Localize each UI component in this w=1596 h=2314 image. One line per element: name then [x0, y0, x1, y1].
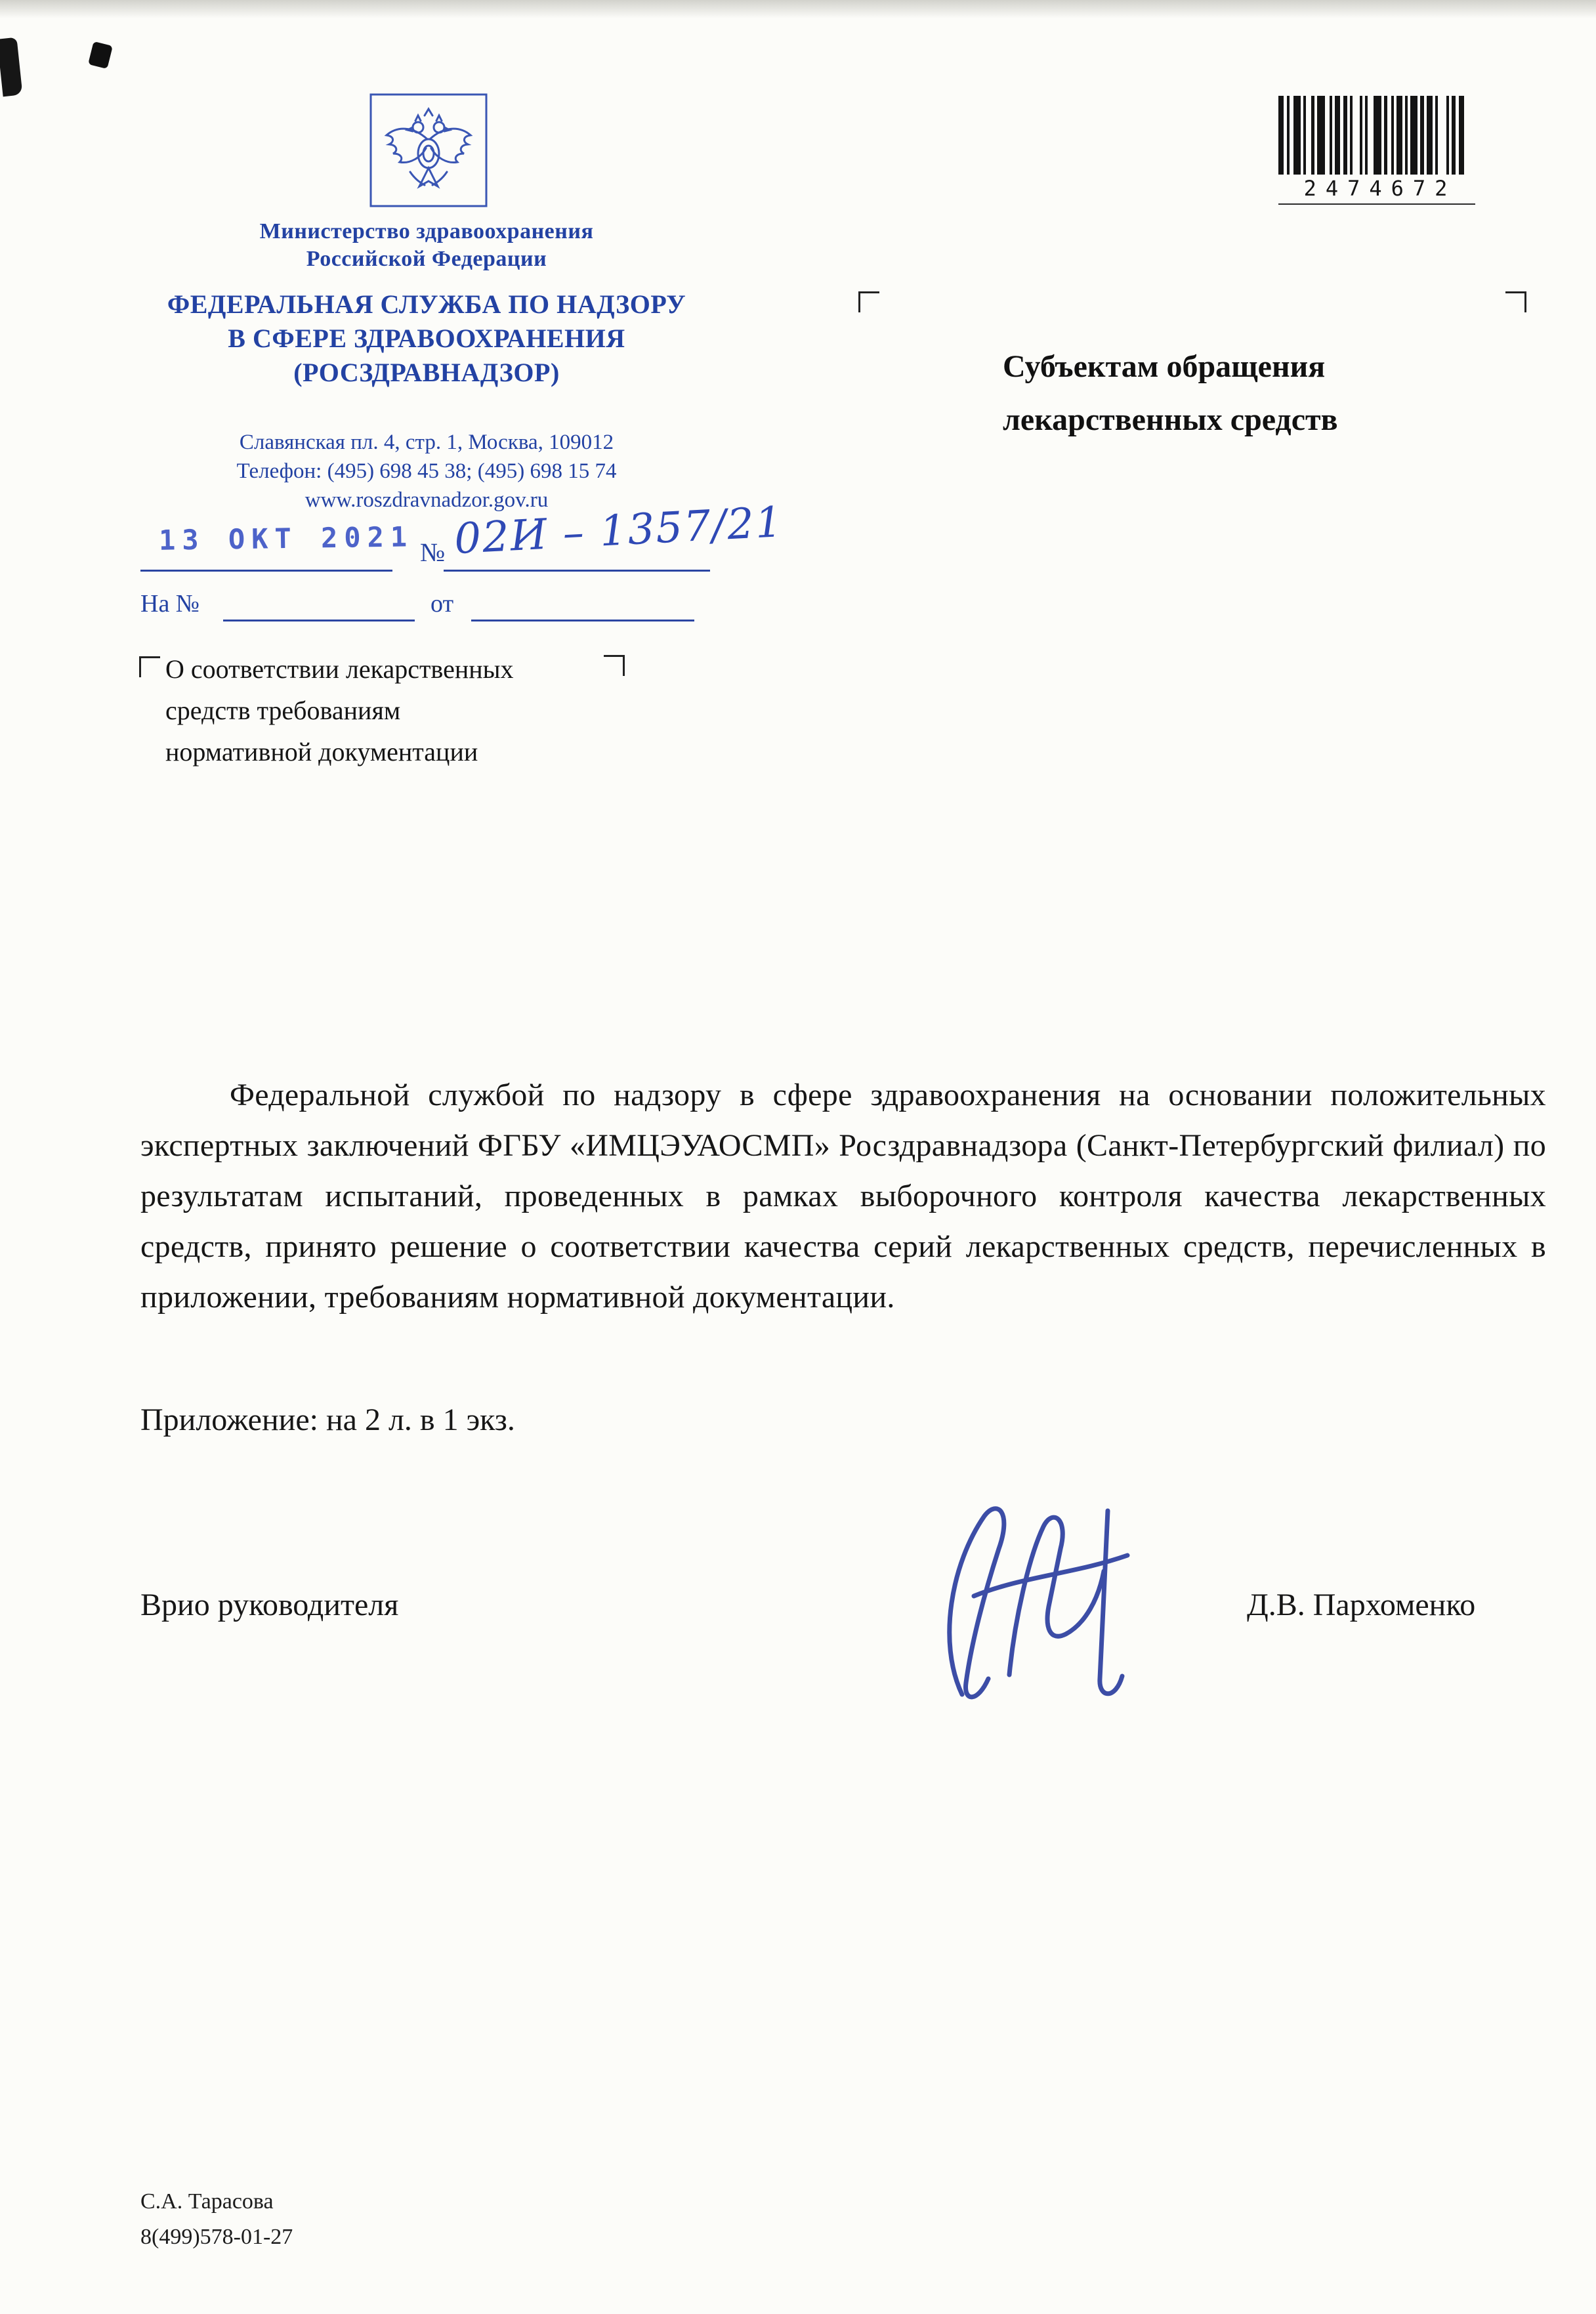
letterhead-phone: Телефон: (495) 698 45 38; (495) 698 15 74 — [236, 459, 617, 483]
coat-of-arms-emblem — [369, 93, 488, 207]
number-label: № — [420, 537, 446, 567]
double-headed-eagle-icon — [369, 93, 488, 207]
body-paragraph: Федеральной службой по надзору в сфере здравоохранения на основании положительных экспертных заключений ФГБУ «ИМЦЭУАОСМП» Росздравнадзора (Санкт-Петербургский филиал) по результатам испытаний, проведенных в рамках выборочного контроля качества лекарственных средств, принято решение о соответствии качества серий лекарственных средств, перечисленных в приложении, требованиям нормативной документации. — [140, 1078, 1546, 1315]
subject-block — [165, 648, 664, 772]
recipient-block — [1003, 340, 1423, 446]
number-underline — [444, 570, 710, 572]
subject-line1: О соответствии лекарственных — [165, 654, 514, 684]
date-underline — [140, 570, 392, 572]
recipient-line2: лекарственных средств — [1003, 402, 1338, 437]
barcode-number: 2474672 — [1278, 175, 1475, 205]
ministry-line1: Министерство здравоохранения — [259, 219, 594, 243]
date-stamp: 13 ОКТ 2021 — [158, 520, 414, 557]
scan-artifact — [88, 41, 113, 69]
letterhead-address: Славянская пл. 4, стр. 1, Москва, 109012 — [239, 431, 614, 454]
barcode — [1278, 96, 1475, 205]
recipient-corner-mark-left — [858, 291, 879, 312]
executor-name: С.А. Тарасова — [140, 2189, 274, 2214]
subject-line2: средств требованиям — [165, 696, 401, 725]
reply-from-label: от — [430, 590, 454, 618]
executor-block — [140, 2184, 293, 2255]
attachment-line: Приложение: на 2 л. в 1 экз. — [140, 1402, 515, 1437]
scan-artifact — [0, 37, 23, 97]
letterhead — [125, 218, 728, 515]
ministry-line2: Российской Федерации — [306, 247, 547, 271]
reply-number-label: На № — [140, 590, 200, 618]
reply-number-underline — [223, 620, 415, 621]
subject-line3: нормативной документации — [165, 737, 478, 767]
recipient-line1: Субъектам обращения — [1003, 349, 1326, 384]
executor-phone: 8(499)578-01-27 — [140, 2225, 293, 2249]
scan-edge-shadow — [0, 0, 1596, 18]
recipient-corner-mark-right — [1505, 291, 1526, 312]
service-line3: (РОСЗДРАВНАДЗОР) — [293, 358, 560, 387]
signer-name: Д.В. Пархоменко — [1247, 1588, 1476, 1622]
handwritten-outgoing-number: 02И – 1357/21 — [453, 497, 785, 564]
handwritten-signature — [911, 1478, 1154, 1721]
reply-from-underline — [471, 620, 694, 621]
subject-corner-mark-left — [139, 656, 160, 677]
service-line2: В СФЕРЕ ЗДРАВООХРАНЕНИЯ — [228, 324, 625, 353]
barcode-bars — [1278, 96, 1475, 175]
letterhead-website: www.roszdravnadzor.gov.ru — [304, 488, 549, 512]
signer-position: Врио руководителя — [140, 1588, 399, 1622]
service-line1: ФЕДЕРАЛЬНАЯ СЛУЖБА ПО НАДЗОРУ — [167, 289, 686, 319]
